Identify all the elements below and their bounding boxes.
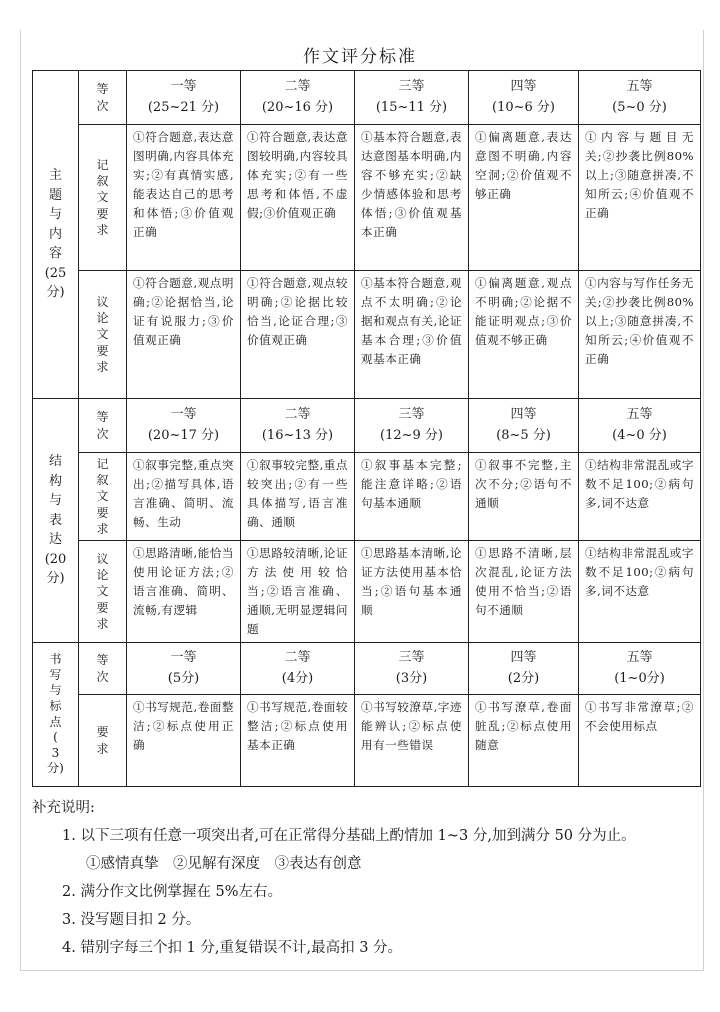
row-label-cell: 记 叙 文 要 求: [79, 125, 127, 271]
grade-header: 三等 (12~9 分): [355, 399, 469, 453]
criteria-cell: ①符合题意,表达意图明确,内容具体充实;②有真情实感,能表达自己的思考和体悟;③价值观正确: [127, 125, 241, 271]
criteria-cell: ①思路基本清晰,论证方法使用基本恰当;②语句基本通顺: [355, 541, 469, 643]
category-cell: 书 写 与 标 点 ( 3 分): [33, 643, 79, 787]
note-item: 3. 没写题目扣 2 分。: [62, 912, 201, 928]
section-2-grade-row: [33, 399, 701, 453]
criteria-cell: ①思路清晰,能恰当使用论证方法;②语言准确、简明、流畅,有逻辑: [127, 541, 241, 643]
grade-header: 五等 (4~0 分): [579, 399, 701, 453]
grade-header: 五等 (5~0 分): [579, 71, 701, 125]
note-item: 1. 以下三项有任意一项突出者,可在正常得分基础上酌情加 1~3 分,加到满分 50 分为止。: [62, 828, 636, 844]
grade-header: 二等 (16~13 分): [241, 399, 355, 453]
criteria-cell: ①叙事基本完整;能注意详略;②语句基本通顺: [355, 453, 469, 541]
criteria-cell: ①符合题意,观点较明确;②论据比较恰当,论证合理;③价值观正确: [241, 271, 355, 399]
grade-label-cell: 等 次: [79, 399, 127, 453]
criteria-cell: ①符合题意,表达意图较明确,内容较具体充实;②有一些思考和体悟,不虚假;③价值观正确: [241, 125, 355, 271]
grade-header: 四等 (8~5 分): [469, 399, 579, 453]
supplementary-notes: [32, 794, 702, 962]
criteria-cell: ①内容与题目无关;②抄袭比例80%以上;③随意拼凑,不知所云;④价值观不正确: [579, 125, 701, 271]
criteria-cell: ①叙事完整,重点突出;②描写具体,语言准确、简明、流畅、生动: [127, 453, 241, 541]
section-1-narrative-row: [33, 125, 701, 271]
criteria-cell: ①书写非常潦草;②不会使用标点: [579, 695, 701, 787]
section-1-grade-row: [33, 71, 701, 125]
grade-header: 一等 (5分): [127, 643, 241, 695]
grade-header: 二等 (20~16 分): [241, 71, 355, 125]
criteria-cell: ①书写潦草,卷面脏乱;②标点使用随意: [469, 695, 579, 787]
criteria-cell: ①书写较潦草,字迹能辨认;②标点使用有一些错误: [355, 695, 469, 787]
criteria-cell: ①内容与写作任务无关;②抄袭比例80%以上;③随意拼凑,不知所云;④价值观不正确: [579, 271, 701, 399]
notes-heading: 补充说明:: [32, 800, 95, 816]
criteria-cell: ①基本符合题意,表达意图基本明确,内容不够充实;②缺少情感体验和思考体悟;③价值观基本正确: [355, 125, 469, 271]
grade-header: 四等 (2分): [469, 643, 579, 695]
criteria-cell: ①书写规范,卷面整洁;②标点使用正确: [127, 695, 241, 787]
section-2-narrative-row: [33, 453, 701, 541]
criteria-cell: ①基本符合题意,观点不太明确;②论据和观点有关,论证基本合理;③价值观基本正确: [355, 271, 469, 399]
grade-label-cell: 等 次: [79, 71, 127, 125]
grade-header: 四等 (10~6 分): [469, 71, 579, 125]
category-cell: 结 构 与 表 达 (20 分): [33, 399, 79, 643]
criteria-cell: ①叙事不完整,主次不分;②语句不通顺: [469, 453, 579, 541]
grade-header: 三等 (15~11 分): [355, 71, 469, 125]
grade-header: 一等 (25~21 分): [127, 71, 241, 125]
section-3-grade-row: [33, 643, 701, 695]
criteria-cell: ①结构非常混乱或字数不足100;②病句多,词不达意: [579, 453, 701, 541]
section-3-requirements-row: [33, 695, 701, 787]
category-cell: 主 题 与 内 容 (25 分): [33, 71, 79, 399]
criteria-cell: ①偏离题意,观点不明确;②论据不能证明观点;③价值观不够正确: [469, 271, 579, 399]
criteria-cell: ①思路较清晰,论证方法使用较恰当;②语言准确、通顺,无明显逻辑问题: [241, 541, 355, 643]
section-1-argument-row: [33, 271, 701, 399]
note-item: 2. 满分作文比例掌握在 5%左右。: [62, 884, 283, 900]
grade-header: 五等 (1~0分): [579, 643, 701, 695]
criteria-cell: ①叙事较完整,重点较突出;②有一些具体描写,语言准确、通顺: [241, 453, 355, 541]
row-label-cell: 要 求: [79, 695, 127, 787]
row-label-cell: 记 叙 文 要 求: [79, 453, 127, 541]
section-2-argument-row: [33, 541, 701, 643]
criteria-cell: ①偏离题意,表达意图不明确,内容空洞;②价值观不够正确: [469, 125, 579, 271]
row-label-cell: 议 论 文 要 求: [79, 271, 127, 399]
criteria-cell: ①结构非常混乱或字数不足100;②病句多,词不达意: [579, 541, 701, 643]
criteria-cell: ①书写规范,卷面较整洁;②标点使用基本正确: [241, 695, 355, 787]
note-item: 4. 错别字每三个扣 1 分,重复错误不计,最高扣 3 分。: [62, 940, 403, 956]
criteria-cell: ①思路不清晰,层次混乱,论证方法使用不恰当;②语句不通顺: [469, 541, 579, 643]
document-title: 作文评分标准: [303, 47, 417, 67]
note-subitem: ①感情真挚 ②见解有深度 ③表达有创意: [86, 856, 362, 872]
criteria-cell: ①符合题意,观点明确;②论据恰当,论证有说服力;③价值观正确: [127, 271, 241, 399]
grade-header: 一等 (20~17 分): [127, 399, 241, 453]
grade-header: 二等 (4分): [241, 643, 355, 695]
grade-header: 三等 (3分): [355, 643, 469, 695]
row-label-cell: 议 论 文 要 求: [79, 541, 127, 643]
scoring-rubric-table: [32, 70, 701, 787]
grade-label-cell: 等 次: [79, 643, 127, 695]
